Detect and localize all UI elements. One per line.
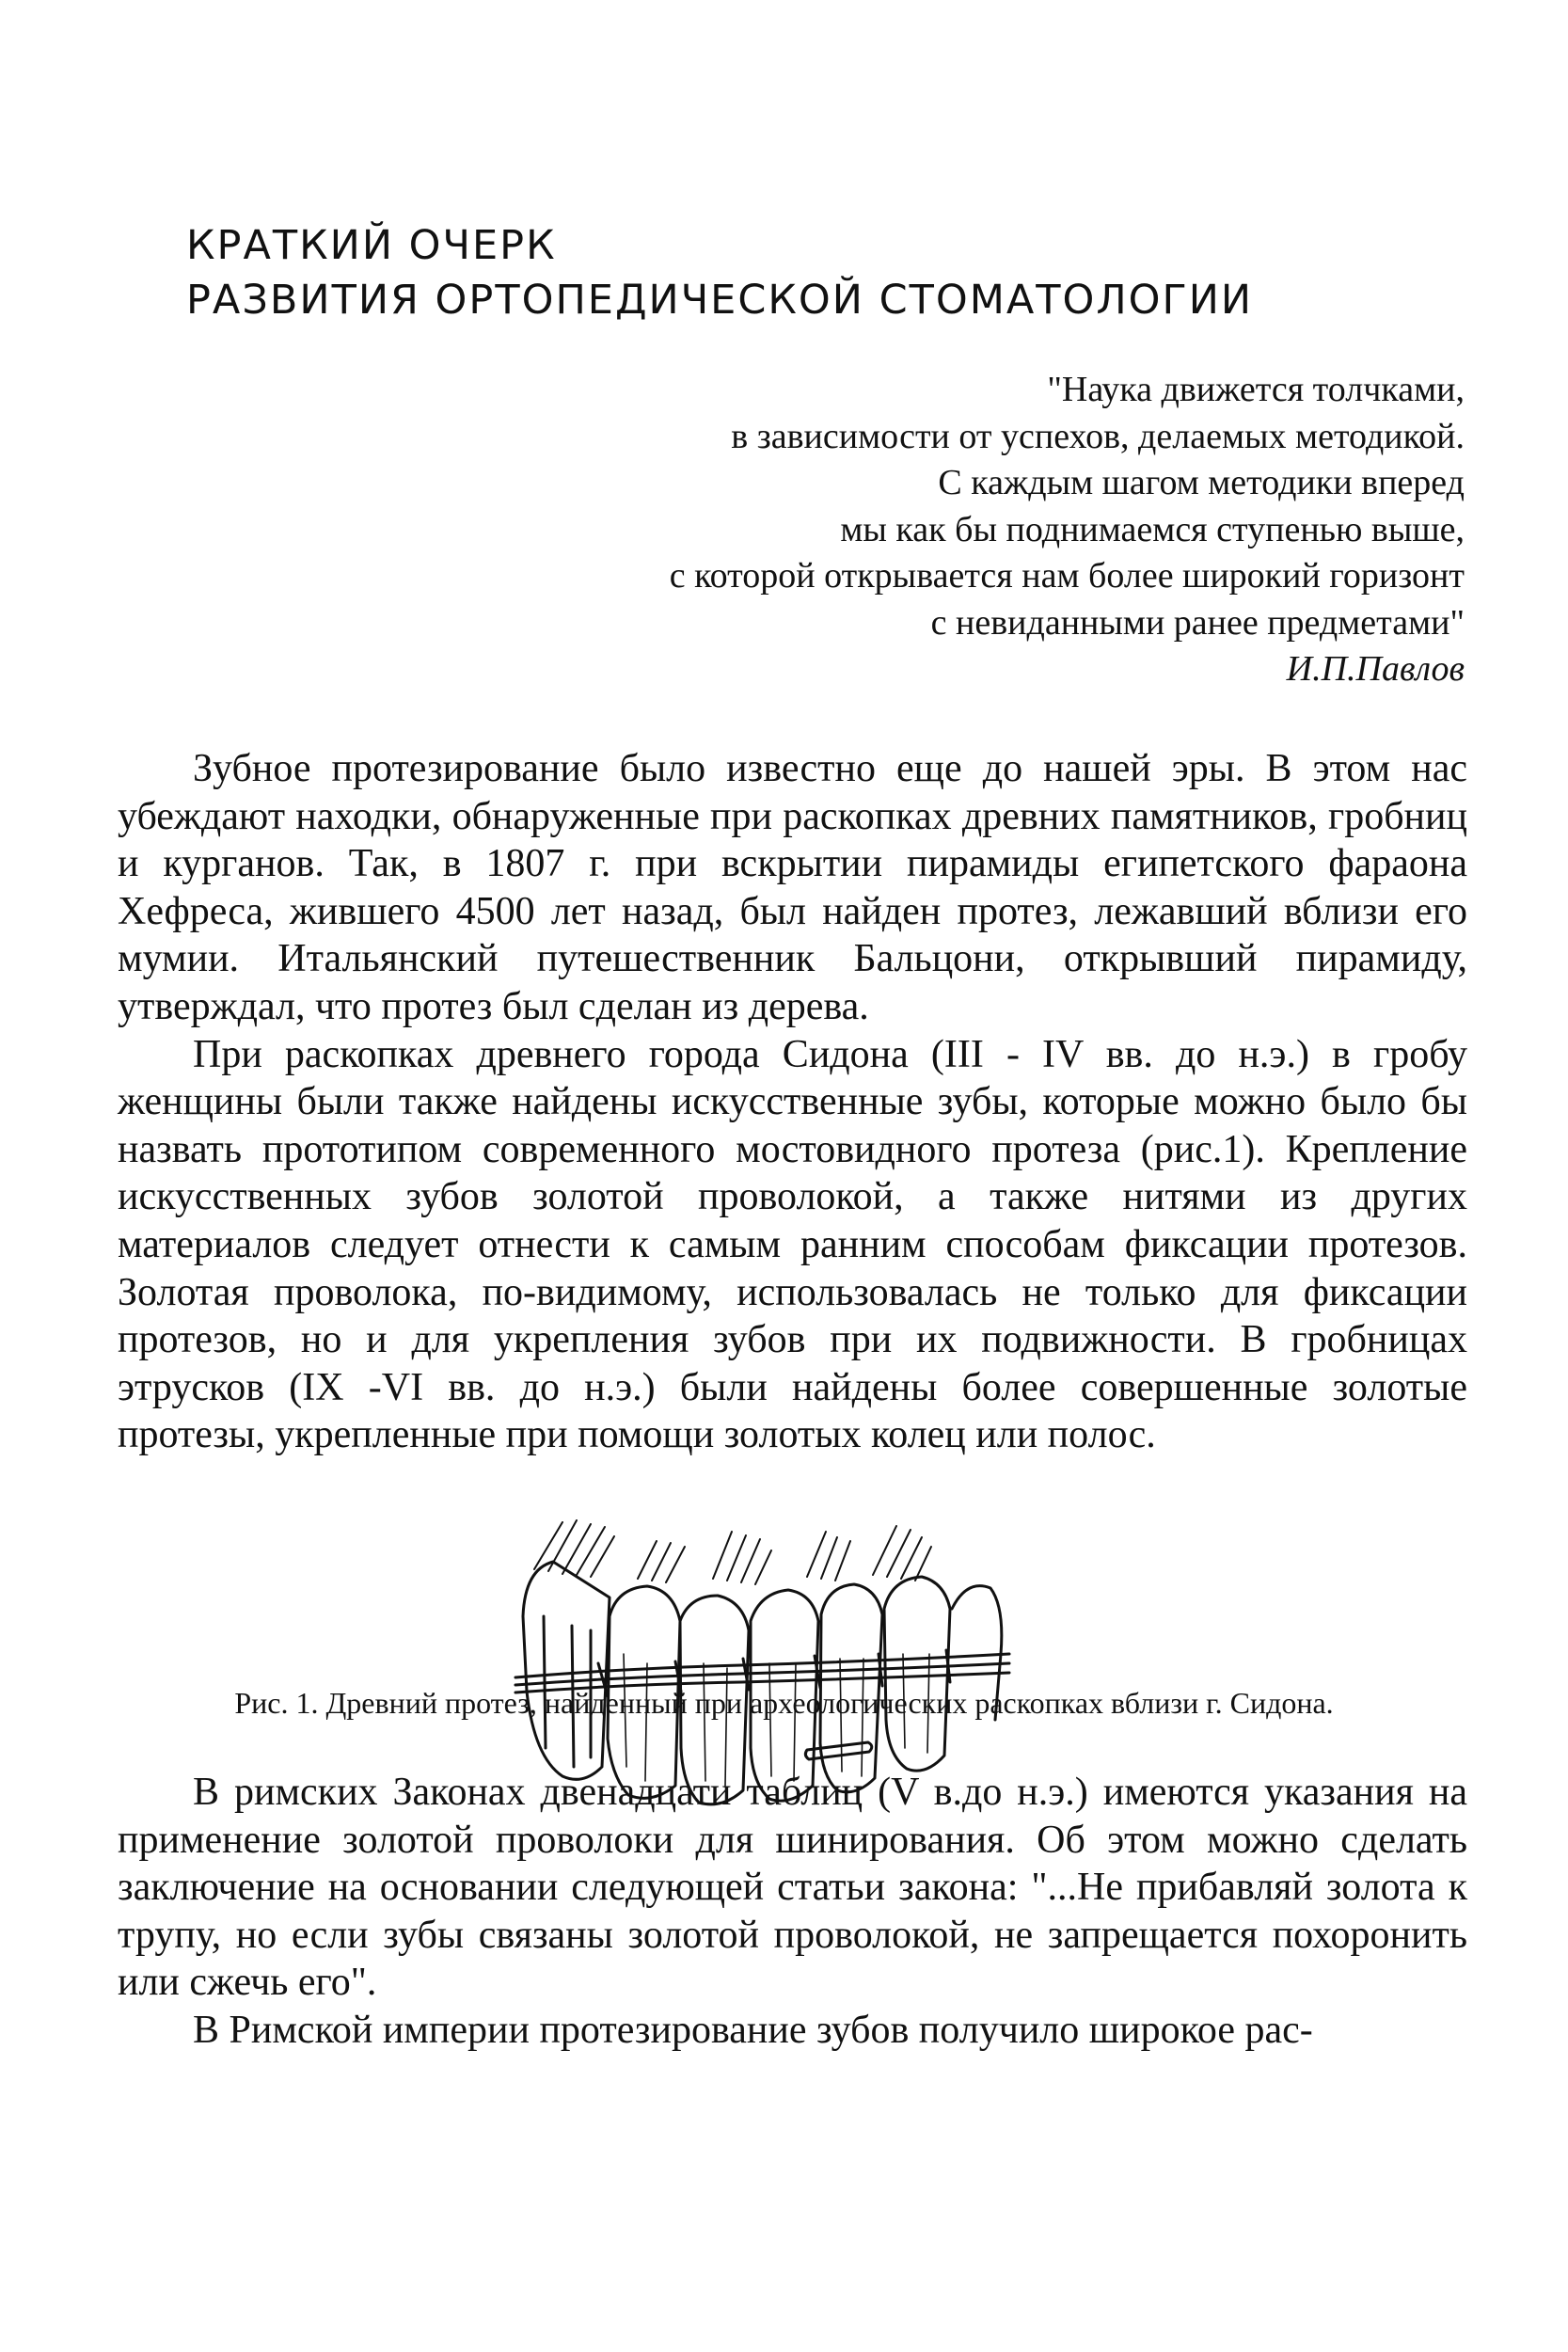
chapter-title-line-2: РАЗВИТИЯ ОРТОПЕДИЧЕСКОЙ СТОМАТОЛОГИИ bbox=[186, 277, 1254, 324]
epigraph bbox=[336, 367, 1465, 693]
epigraph-line: мы как бы поднимаемся ступенью выше, bbox=[840, 509, 1465, 549]
epigraph-line: "Наука движется толчками, bbox=[1047, 370, 1465, 409]
epigraph-line: с которой открывается нам более широкий горизонт bbox=[669, 556, 1465, 596]
body-text-top bbox=[118, 745, 1467, 1459]
paragraph-2: При раскопках древнего города Сидона (III - IV вв. до н.э.) в гробу женщины были также найдены искусственные зубы, которые можно было бы назвать прототипом современного мостовидного протеза (рис.1). Крепление искусственных зубов золотой проволокой, а также нитями из других материалов следует отнести к самым ранним способам фиксации протезов. Золотая проволока, по-видимому, использовалась не только для фиксации протезов, но и для укрепления зубов при их подвижности. В гробницах этрусков (IX -VI вв. до н.э.) были найдены более совершенные золотые протезы, укрепленные при помощи золотых колец или полос. bbox=[118, 1032, 1467, 1457]
epigraph-author: И.П.Павлов bbox=[1286, 649, 1465, 689]
epigraph-line: С каждым шагом методики вперед bbox=[938, 463, 1465, 502]
paragraph-4: В Римской империи протезирование зубов получило широкое рас- bbox=[193, 2008, 1313, 2052]
epigraph-line: в зависимости от успехов, делаемых методикой. bbox=[731, 416, 1465, 456]
epigraph-line: с невиданными ранее предметами" bbox=[930, 602, 1465, 643]
body-text-bottom bbox=[118, 1769, 1467, 2055]
paragraph-3: В римских Законах двенадцати таблиц (V в.до н.э.) имеются указания на применение золотой проволоки для шинирования. Об этом можно сделать заключение на основании следующей статьи закона: "...Не прибавляй золота к трупу, но если зубы связаны золотой проволокой, не запрещается похоронить или сжечь его". bbox=[118, 1771, 1467, 2005]
chapter-title bbox=[186, 218, 1409, 327]
paragraph-1: Зубное протезирование было известно еще до нашей эры. В этом нас убеждают находки, обнаруженные при раскопках древних памятников, гробниц и курганов. Так, в 1807 г. при вскрытии пирамиды египетского фараона Хефреса, жившего 4500 лет назад, был найден протез, лежавший вблизи его мумии. Итальянский путешественник Бальцони, открывший пирамиду, утверждал, что протез был сделан из дерева. bbox=[118, 747, 1467, 1028]
chapter-title-line-1: КРАТКИЙ ОЧЕРК bbox=[186, 222, 557, 269]
figure-caption: Рис. 1. Древний протез, найденный при археологических раскопках вблизи г. Сидона. bbox=[234, 1686, 1334, 1720]
